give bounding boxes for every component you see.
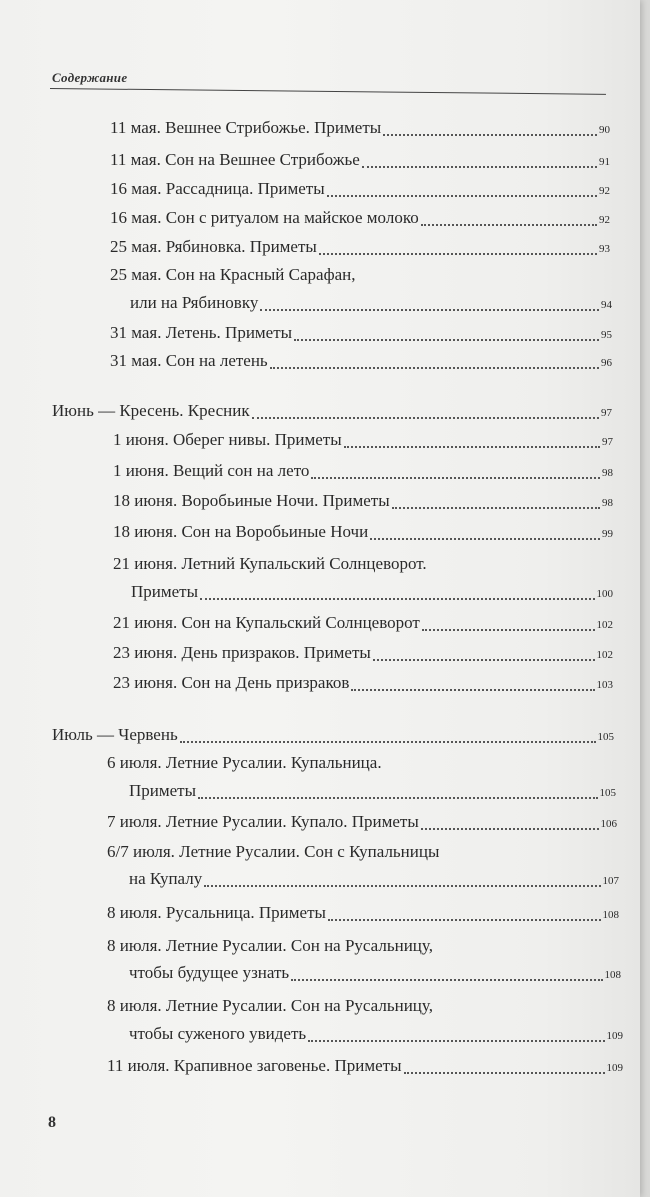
leader-dots — [327, 195, 597, 197]
toc-entry — [129, 868, 619, 892]
leader-dots — [422, 629, 595, 631]
leader-dots — [373, 659, 595, 661]
toc-entry-title: 7 июля. Летние Русалии. Купало. Приметы — [107, 812, 419, 831]
toc-entry-page: 94 — [601, 299, 612, 311]
toc-section — [52, 400, 612, 424]
toc-entry — [113, 429, 613, 453]
leader-dots — [291, 979, 602, 981]
toc-entry — [113, 490, 613, 514]
toc-entry-title: 1 июня. Вещий сон на лето — [113, 461, 310, 480]
toc-entry-title: 21 июня. Сон на Купальский Солнцеворот — [113, 613, 420, 632]
toc-entry — [113, 460, 613, 484]
toc-entry-line1: 6/7 июля. Летние Русалии. Сон с Купальницы — [107, 842, 440, 861]
toc-entry — [113, 642, 613, 666]
leader-dots — [392, 507, 600, 509]
toc-entry — [110, 117, 610, 141]
toc-entry-page: 109 — [606, 1062, 623, 1074]
toc-entry — [110, 178, 610, 202]
toc-entry-title: 25 мая. Рябиновка. Приметы — [110, 237, 317, 256]
toc-entry-page: 97 — [602, 436, 613, 448]
toc-entry-page: 98 — [602, 467, 613, 479]
toc-entry-page: 105 — [597, 731, 614, 743]
toc-entry-page: 103 — [596, 679, 613, 691]
toc-entry-page: 90 — [599, 124, 610, 136]
toc-entry-page: 108 — [604, 969, 621, 981]
toc-entry-page: 108 — [602, 909, 619, 921]
toc-entry-page: 102 — [596, 619, 613, 631]
toc-entry-title: 23 июня. Сон на День призраков — [113, 673, 350, 692]
toc-entry-line1: 6 июля. Летние Русалии. Купальница. — [107, 753, 382, 772]
leader-dots — [180, 741, 596, 743]
toc-entry-title: 16 мая. Рассадница. Приметы — [110, 179, 325, 198]
leader-dots — [200, 598, 594, 600]
toc-entry-line1: 21 июня. Летний Купальский Солнцеворот. — [113, 554, 427, 573]
toc-entry-title: чтобы суженого увидеть — [129, 1024, 307, 1043]
leader-dots — [270, 367, 599, 369]
toc-entry-title: 8 июля. Русальница. Приметы — [107, 903, 326, 922]
toc-entry-title: 31 мая. Летень. Приметы — [110, 323, 293, 342]
leader-dots — [204, 885, 600, 887]
toc-entry-line1: 8 июля. Летние Русалии. Сон на Русальницу, — [107, 936, 433, 955]
toc-entry-page: 107 — [602, 875, 619, 887]
toc-entry-title: 11 мая. Вешнее Стрибожье. Приметы — [110, 118, 382, 137]
toc-entry-title: 18 июня. Воробьиные Ночи. Приметы — [113, 491, 390, 510]
toc-entry — [110, 322, 612, 346]
toc-entry-page: 105 — [599, 787, 616, 799]
toc-entry-page: 92 — [599, 214, 610, 226]
toc-entry-title: 18 июня. Сон на Воробьиные Ночи — [113, 522, 369, 541]
leader-dots — [308, 1040, 604, 1042]
toc-entry-title: 11 мая. Сон на Вешнее Стрибожье — [110, 150, 360, 169]
toc-entry-title: 1 июня. Оберег нивы. Приметы — [113, 430, 342, 449]
leader-dots — [252, 417, 599, 419]
running-header: Содержание — [52, 70, 128, 85]
toc-entry — [107, 811, 617, 835]
toc-entry — [129, 1023, 623, 1047]
leader-dots — [404, 1072, 605, 1074]
toc-entry — [129, 962, 621, 986]
leader-dots — [421, 828, 599, 830]
toc-entry-page: 99 — [602, 528, 613, 540]
toc-entry-line1: 25 мая. Сон на Красный Сарафан, — [110, 265, 356, 284]
toc-entry-page: 93 — [599, 243, 610, 255]
toc-entry-page: 109 — [606, 1030, 623, 1042]
toc-entry-title: 11 июля. Крапивное заговенье. Приметы — [107, 1056, 402, 1075]
toc-entry — [129, 780, 616, 804]
leader-dots — [328, 919, 601, 921]
toc-entry-page: 98 — [602, 497, 613, 509]
leader-dots — [198, 797, 597, 799]
toc-entry-title: на Купалу — [129, 869, 203, 888]
toc-entry-title: чтобы будущее узнать — [129, 963, 290, 982]
toc-entry-title: 23 июня. День призраков. Приметы — [113, 643, 371, 662]
leader-dots — [370, 538, 600, 540]
toc-entry — [130, 292, 612, 316]
toc-entry-page: 96 — [601, 357, 612, 369]
toc-entry — [110, 236, 610, 260]
toc-entry-title: Приметы — [131, 582, 199, 601]
toc-entry — [110, 207, 610, 231]
toc-entry-title: Приметы — [129, 781, 197, 800]
toc-entry-page: 91 — [599, 156, 610, 168]
toc-entry-page: 102 — [596, 649, 613, 661]
leader-dots — [421, 224, 597, 226]
leader-dots — [319, 253, 597, 255]
toc-entry-title: 16 мая. Сон с ритуалом на майское молоко — [110, 208, 419, 227]
leader-dots — [351, 689, 594, 691]
toc-entry-page: 92 — [599, 185, 610, 197]
leader-dots — [344, 446, 600, 448]
toc-entry-page: 106 — [600, 818, 617, 830]
toc-entry-title: 31 мая. Сон на летень — [110, 351, 268, 370]
toc-entry — [113, 672, 613, 696]
toc-entry-page: 95 — [601, 329, 612, 341]
toc-section-title: Июль — Червень — [52, 725, 178, 744]
toc-entry — [113, 612, 613, 636]
toc-entry — [110, 149, 610, 173]
toc-entry — [107, 1055, 623, 1079]
page-number: 8 — [48, 1114, 56, 1131]
leader-dots — [383, 134, 597, 136]
toc-entry-title: или на Рябиновку — [130, 293, 259, 312]
toc-entry — [113, 521, 613, 545]
leader-dots — [294, 339, 599, 341]
toc-entry — [131, 581, 613, 605]
toc-section — [52, 724, 614, 748]
leader-dots — [260, 309, 599, 311]
toc-entry-line1: 8 июля. Летние Русалии. Сон на Русальницу, — [107, 996, 433, 1015]
toc-entry — [110, 350, 612, 374]
leader-dots — [362, 166, 597, 168]
toc-entry — [107, 902, 619, 926]
toc-entry-page: 100 — [596, 588, 613, 600]
toc-entry-page: 97 — [601, 407, 612, 419]
toc-section-title: Июнь — Кресень. Кресник — [52, 401, 250, 420]
leader-dots — [311, 477, 600, 479]
